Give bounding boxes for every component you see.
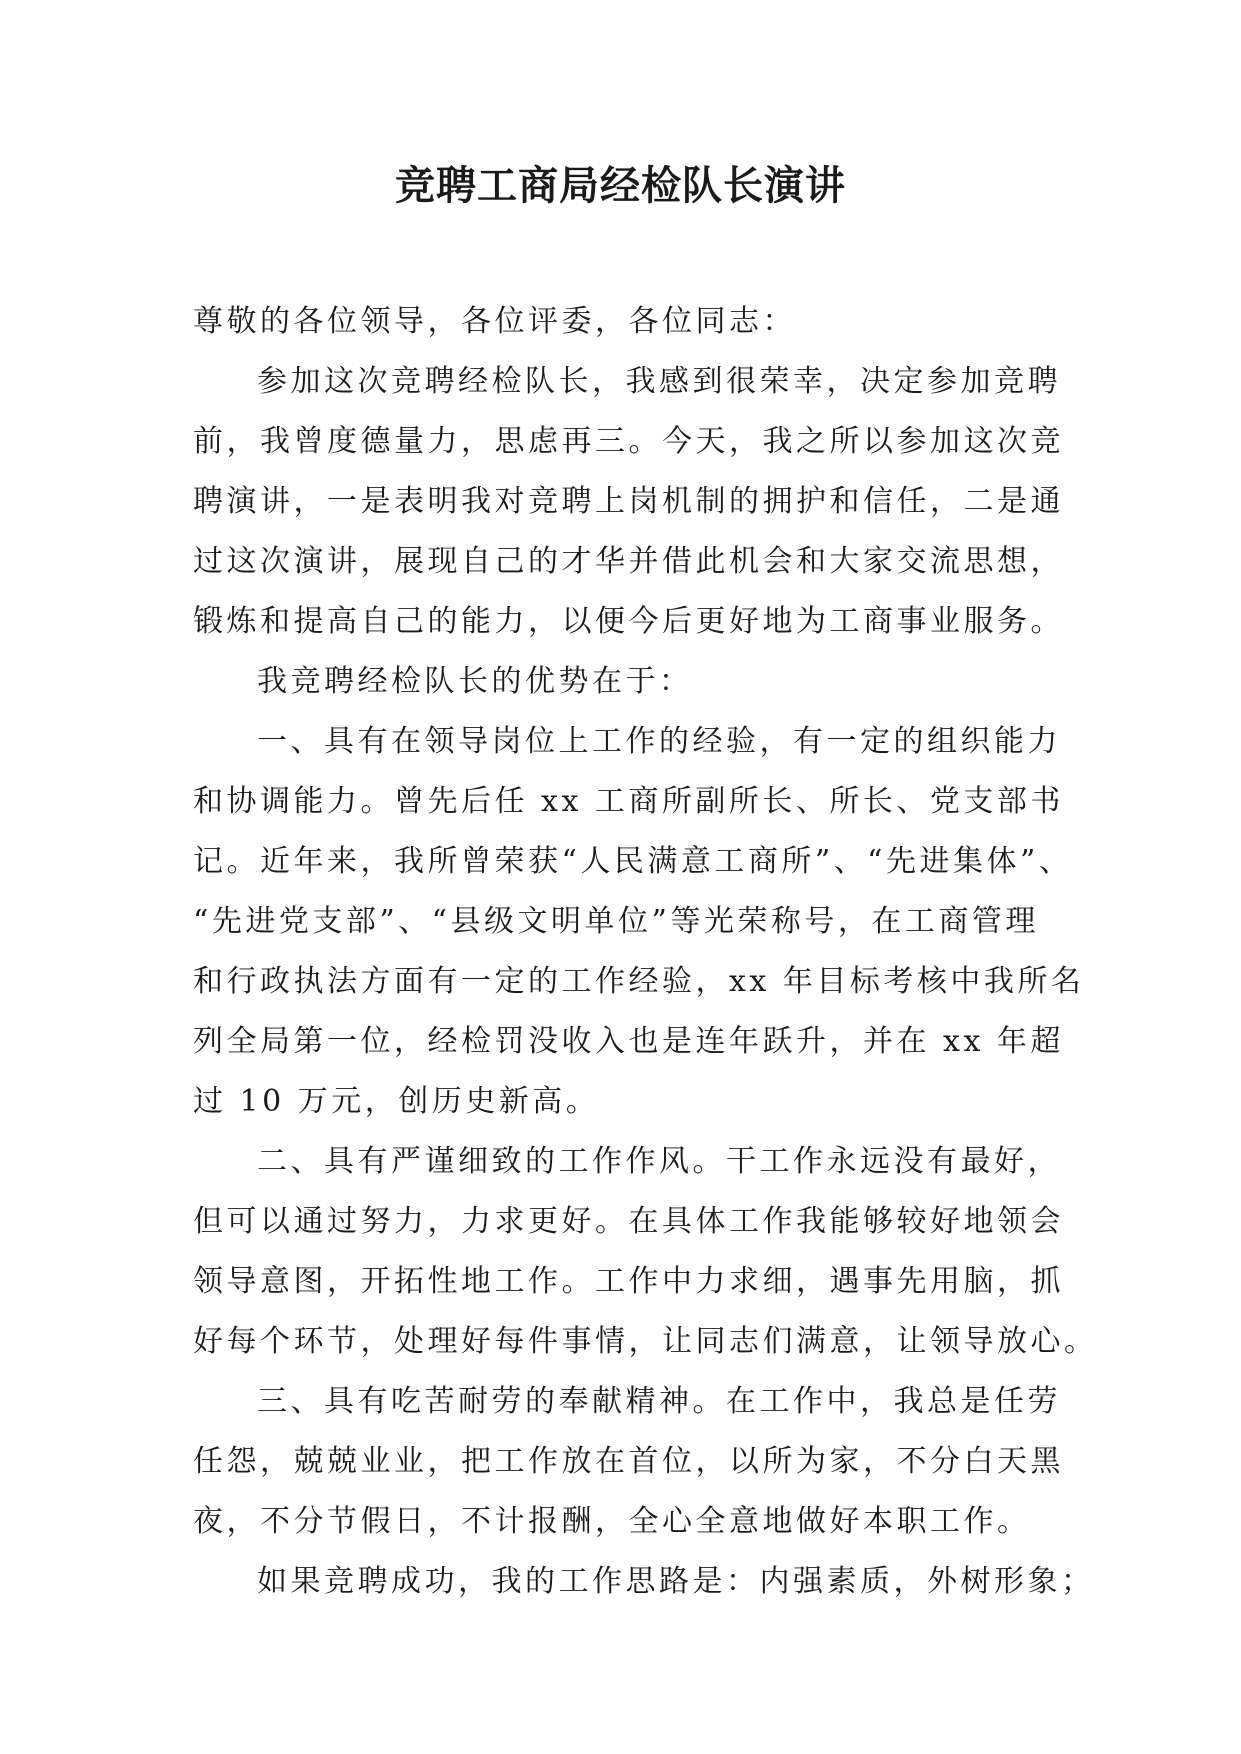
text-line: “先进党支部”、“县级文明单位”等光荣称号，在工商管理 <box>193 904 1039 939</box>
text-line: 夜，不分节假日，不计报酬，全心全意地做好本职工作。 <box>193 1504 1031 1539</box>
text-line: 但可以通过努力，力求更好。在具体工作我能够较好地领会 <box>193 1204 1064 1239</box>
text-line: 参加这次竞聘经检队长，我感到很荣幸，决定参加竞聘 <box>257 364 1061 399</box>
text-line: 和行政执法方面有一定的工作经验，xx 年目标考核中我所名 <box>193 964 1085 999</box>
text-line: 锻炼和提高自己的能力，以便今后更好地为工商事业服务。 <box>193 604 1064 639</box>
text-line: 过这次演讲，展现自己的才华并借此机会和大家交流思想， <box>193 544 1064 579</box>
text-line: 尊敬的各位领导，各位评委，各位同志： <box>193 304 796 339</box>
text-line: 和协调能力。曾先后任 xx 工商所副所长、所长、党支部书 <box>193 784 1064 819</box>
text-line: 一、具有在领导岗位上工作的经验，有一定的组织能力 <box>257 724 1061 759</box>
text-line: 前，我曾度德量力，思虑再三。今天，我之所以参加这次竞 <box>193 424 1064 459</box>
text-line: 二、具有严谨细致的工作作风。干工作永远没有最好， <box>257 1144 1061 1179</box>
text-line: 我竞聘经检队长的优势在于： <box>257 664 693 699</box>
text-line: 记。近年来，我所曾荣获“人民满意工商所”、“先进集体”、 <box>193 844 1073 879</box>
text-line: 列全局第一位，经检罚没收入也是连年跃升，并在 xx 年超 <box>193 1024 1064 1059</box>
text-line: 如果竞聘成功，我的工作思路是：内强素质，外树形象； <box>257 1564 1095 1599</box>
document-body <box>193 292 1098 1612</box>
document-title: 竞聘工商局经检队长演讲 <box>395 162 846 209</box>
text-line: 过 10 万元，创历史新高。 <box>193 1084 600 1119</box>
text-line: 好每个环节，处理好每件事情，让同志们满意，让领导放心。 <box>193 1324 1098 1359</box>
text-line: 任怨，兢兢业业，把工作放在首位，以所为家，不分白天黑 <box>193 1444 1064 1479</box>
text-line: 领导意图，开拓性地工作。工作中力求细，遇事先用脑，抓 <box>193 1264 1064 1299</box>
text-line: 聘演讲，一是表明我对竞聘上岗机制的拥护和信任，二是通 <box>193 484 1064 519</box>
text-line: 三、具有吃苦耐劳的奉献精神。在工作中，我总是任劳 <box>257 1384 1061 1419</box>
